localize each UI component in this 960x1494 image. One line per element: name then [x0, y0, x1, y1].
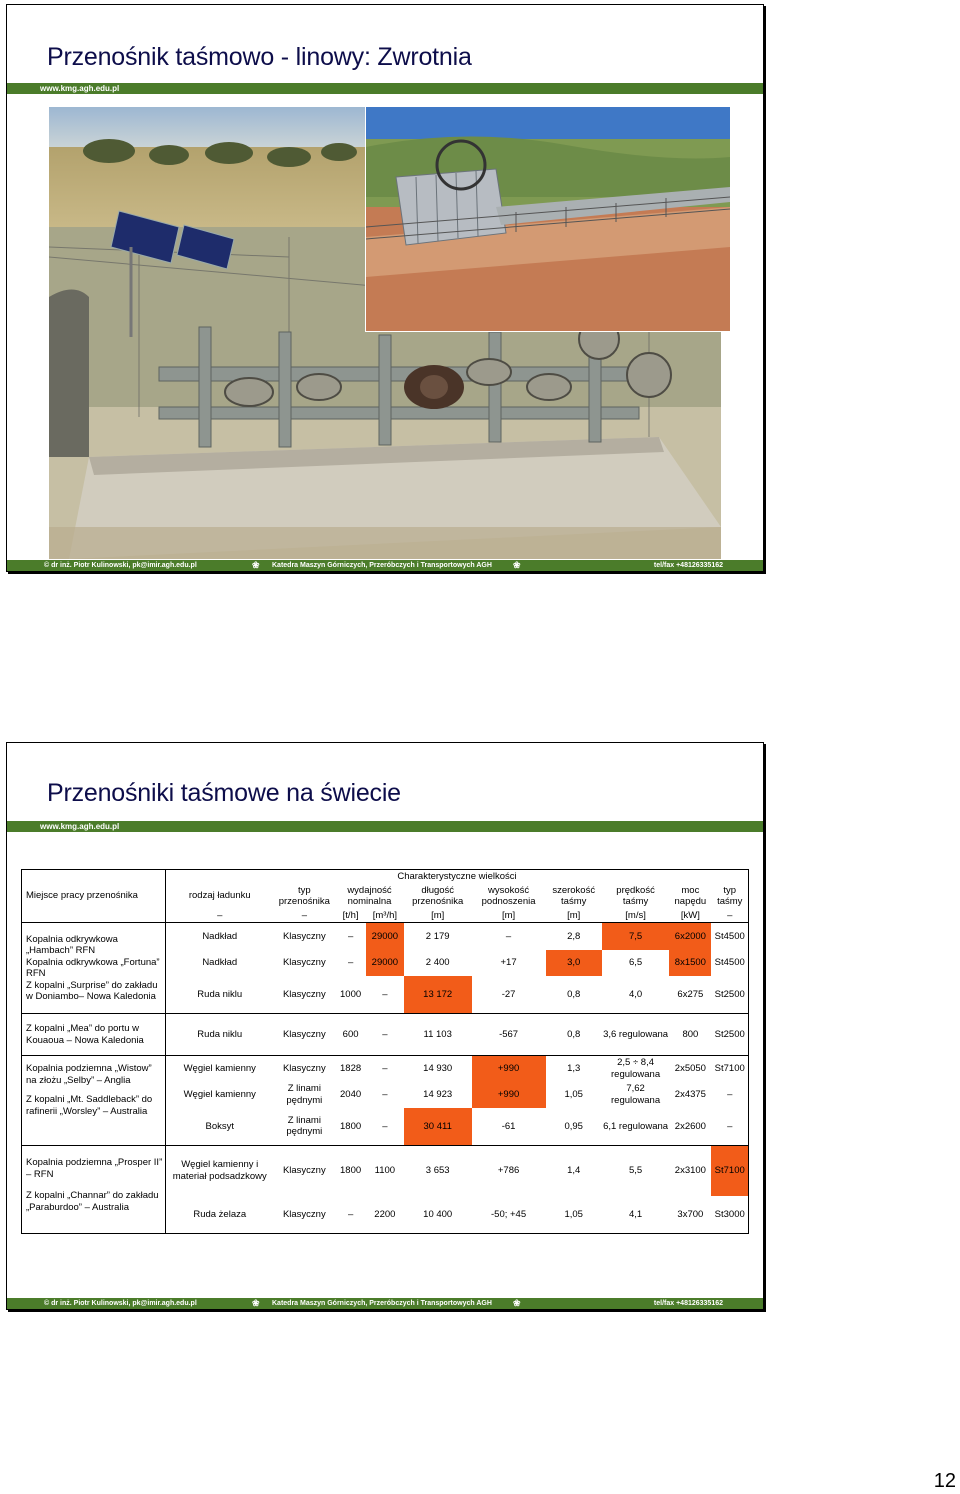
- cell: 10 400: [404, 1196, 472, 1234]
- unit-cell: [t/h]: [335, 909, 366, 923]
- slide-title: Przenośnik taśmowo - linowy: Zwrotnia: [47, 43, 472, 71]
- unit-cell: [m]: [404, 909, 472, 923]
- cell: Z linami pędnymi: [286, 1083, 323, 1106]
- cell: 2,8: [567, 930, 581, 942]
- cell: +786: [497, 1165, 520, 1176]
- location: Kopalnia podziemna „Wistow” na złożu „Selby” – Anglia: [26, 1063, 152, 1086]
- cell-highlight: 7,5: [602, 923, 669, 950]
- col-header: moc napędu: [674, 884, 707, 907]
- loc-cell: [22, 1146, 166, 1234]
- unit-cell: [m/s]: [602, 909, 669, 923]
- cell: 14 930: [423, 1063, 453, 1074]
- cell: 2,5 ÷ 8,4 regulowana: [611, 1057, 661, 1080]
- cell: 14 923: [423, 1088, 453, 1100]
- cell: Z linami pędnymi: [273, 1108, 335, 1146]
- cell-highlight: 3,0: [546, 950, 602, 976]
- cell: Klasyczny: [282, 930, 326, 942]
- cell: St2500: [711, 976, 748, 1014]
- cell: 2x4375: [674, 1088, 706, 1100]
- cell: 0,8: [546, 1014, 602, 1056]
- cell-highlight: +990: [472, 1056, 546, 1082]
- cell: 1,3: [567, 1063, 581, 1074]
- cell: 11 103: [404, 1014, 472, 1056]
- knot-icon: ❀: [252, 1298, 260, 1308]
- slide-conveyors-world: [6, 742, 764, 1310]
- col-header: typ przenośnika: [278, 884, 330, 907]
- col-header: wysokość podnoszenia: [481, 884, 536, 907]
- cell: 1800: [335, 1108, 366, 1146]
- cell: 2 179: [425, 930, 450, 942]
- photo-inset-conveyor: [365, 106, 731, 332]
- cell: 3x700: [669, 1196, 711, 1234]
- cell: 0,8: [546, 976, 602, 1014]
- cell: 1000: [335, 976, 366, 1014]
- cell: 1,4: [567, 1165, 581, 1176]
- cell-highlight: 13 172: [404, 976, 472, 1014]
- cell: Nadkład: [202, 930, 238, 942]
- cell: 1100: [374, 1165, 396, 1176]
- cell: St4500: [711, 950, 748, 976]
- cell: -50; +45: [472, 1196, 546, 1234]
- cell: –: [366, 1014, 404, 1056]
- cell: 2040: [340, 1088, 362, 1100]
- cell: St7100: [711, 1056, 748, 1082]
- cell: 3,6 regulowana: [602, 1014, 669, 1056]
- knot-icon: ❀: [513, 560, 521, 570]
- location: Kopalnia odkrywkowa „Hambach” RFN: [26, 933, 118, 956]
- cell-highlight: 6x2000: [669, 923, 711, 950]
- conveyor-table: [21, 869, 749, 1234]
- cell: Klasyczny: [282, 956, 326, 968]
- loc-cell: [22, 923, 166, 1014]
- url-text: www.kmg.agh.edu.pl: [40, 822, 120, 831]
- cell: –: [366, 976, 404, 1014]
- cell: 2x3100: [674, 1165, 706, 1176]
- url-text: www.kmg.agh.edu.pl: [40, 84, 120, 93]
- cell: Klasyczny: [273, 1196, 335, 1234]
- url-bar: [7, 821, 763, 832]
- cell: 6,1 regulowana: [602, 1108, 669, 1146]
- cell-highlight: 29000: [366, 923, 404, 950]
- cell: Węgiel kamienny: [183, 1063, 256, 1074]
- footer-phone: tel/fax +48126335162: [653, 1300, 723, 1307]
- cell: 5,5: [628, 1165, 643, 1176]
- col-header: typ taśmy: [711, 884, 748, 909]
- cell: -61: [472, 1108, 546, 1146]
- unit-cell: –: [711, 909, 748, 923]
- footer-bar: [7, 1298, 763, 1309]
- unit-cell: [m]: [546, 909, 602, 923]
- cell: Klasyczny: [273, 976, 335, 1014]
- footer-author: © dr inż. Piotr Kulinowski, pk@imir.agh.edu.pl: [44, 562, 197, 569]
- cell: 1,05: [546, 1196, 602, 1234]
- cell: 2200: [366, 1196, 404, 1234]
- location: Z kopalni „Mt. Saddleback” do rafinerii „Worsley” – Australia: [26, 1094, 153, 1117]
- slide-zwrotnia: [6, 4, 764, 572]
- cell: St2500: [711, 1014, 748, 1056]
- cell: Klasyczny: [273, 1014, 335, 1056]
- unit-cell: [m³/h]: [366, 909, 404, 923]
- footer-department: Katedra Maszyn Górniczych, Przeróbczych i Transportowych AGH: [272, 562, 492, 569]
- cell: Węgiel kamienny: [183, 1088, 256, 1100]
- cell: 7,62 regulowana: [611, 1083, 661, 1106]
- location: Kopalnia podziemna „Prosper II” – RFN: [26, 1157, 163, 1180]
- knot-icon: ❀: [252, 560, 260, 570]
- unit-cell: –: [273, 909, 335, 923]
- cell-highlight: 8x1500: [669, 950, 711, 976]
- cell: Ruda niklu: [166, 976, 274, 1014]
- cell: Węgiel kamienny i materiał podsadzkowy: [172, 1159, 267, 1182]
- cell: –: [505, 930, 512, 942]
- cell: –: [347, 956, 354, 968]
- cell: 1,05: [564, 1088, 583, 1100]
- cell: 0,95: [546, 1108, 602, 1146]
- cell: 1828: [340, 1063, 362, 1074]
- url-bar: [7, 83, 763, 94]
- cell-highlight: 30 411: [404, 1108, 472, 1146]
- cell: –: [382, 1063, 388, 1074]
- cell: –: [335, 1196, 366, 1234]
- cell: –: [711, 1108, 748, 1146]
- col-header: prędkość taśmy: [616, 884, 655, 907]
- unit-cell: [kW]: [669, 909, 711, 923]
- cell: -27: [472, 976, 546, 1014]
- cell: 6x275: [669, 976, 711, 1014]
- footer-bar: [7, 560, 763, 571]
- footer-author: © dr inż. Piotr Kulinowski, pk@imir.agh.edu.pl: [44, 1300, 197, 1307]
- cell: 600: [335, 1014, 366, 1056]
- unit-cell: –: [166, 909, 274, 923]
- cell: St3000: [711, 1196, 748, 1234]
- knot-icon: ❀: [513, 1298, 521, 1308]
- page-number: 12: [933, 1470, 956, 1492]
- cell: 4,1: [602, 1196, 669, 1234]
- cell: 1800: [340, 1165, 362, 1176]
- col-header: szerokość taśmy: [552, 884, 596, 907]
- cell: 2 400: [425, 956, 450, 968]
- cell: Klasyczny: [282, 1165, 326, 1176]
- cell-highlight: St7100: [711, 1146, 748, 1196]
- footer-department: Katedra Maszyn Górniczych, Przeróbczych i Transportowych AGH: [272, 1300, 492, 1307]
- location: Z kopalni „Surprise” do zakładu w Doniambo– Nowa Kaledonia: [26, 979, 158, 1002]
- cell-highlight: 29000: [366, 950, 404, 976]
- col-header: długość przenośnika: [412, 884, 464, 907]
- cell: 4,0: [602, 976, 669, 1014]
- cell: 800: [669, 1014, 711, 1056]
- location: Z kopalni „Mea” do portu w Kouaoua – Nowa Kaledonia: [22, 1014, 166, 1056]
- loc-cell: [22, 1056, 166, 1146]
- cell: 2x5050: [674, 1063, 706, 1074]
- group-header: Charakterystyczne wielkości: [166, 870, 749, 884]
- col-header: rodzaj ładunku: [188, 890, 251, 902]
- cell: 6,5: [628, 956, 643, 968]
- col-header: wydajność nominalna: [347, 884, 392, 907]
- cell: +17: [500, 956, 517, 968]
- cell: –: [382, 1088, 388, 1100]
- cell-highlight: +990: [472, 1082, 546, 1108]
- loc-header: Miejsce pracy przenośnika: [22, 870, 166, 923]
- cell: –: [711, 1082, 748, 1108]
- cell: –: [366, 1108, 404, 1146]
- cell: 2x2600: [669, 1108, 711, 1146]
- cell: St4500: [711, 923, 748, 950]
- slide-title: Przenośniki taśmowe na świecie: [47, 779, 401, 807]
- cell: Nadkład: [202, 956, 238, 968]
- cell: Klasyczny: [282, 1063, 326, 1074]
- cell: Boksyt: [166, 1108, 274, 1146]
- cell: Ruda niklu: [166, 1014, 274, 1056]
- cell: 3 653: [425, 1165, 450, 1176]
- location: Z kopalni „Channar” do zakładu „Paraburdoo” – Australia: [26, 1190, 159, 1213]
- cell: -567: [472, 1014, 546, 1056]
- footer-phone: tel/fax +48126335162: [653, 562, 723, 569]
- cell: Ruda żelaza: [166, 1196, 274, 1234]
- location: Kopalnia odkrywkowa „Fortuna” RFN: [26, 956, 160, 979]
- cell: –: [347, 930, 354, 942]
- unit-cell: [m]: [472, 909, 546, 923]
